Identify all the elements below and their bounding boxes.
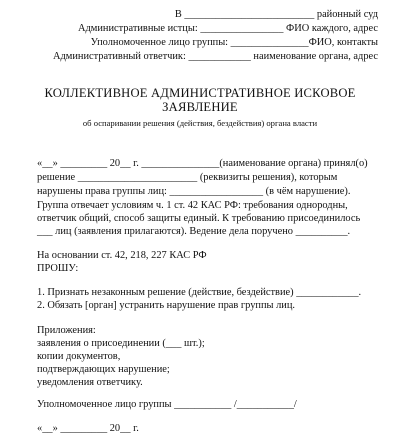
legal-basis: На основании ст. 42, 218, 227 КАС РФ [37, 250, 207, 261]
document-title-line-1: КОЛЛЕКТИВНОЕ АДМИНИСТРАТИВНОЕ ИСКОВОЕ [44, 86, 356, 100]
representative-line: Уполномоченное лицо группы: _______________ФИО, контакты [90, 37, 378, 48]
document-title-line-2: ЗАЯВЛЕНИЕ [162, 100, 238, 114]
body-line: решение _______________________ (реквизиты решения), которым [37, 172, 338, 183]
request-item: 1. Признать незаконным решение (действие, бездействие) ____________. [37, 287, 362, 298]
signature-line: Уполномоченное лицо группы ___________ /___________/ [37, 399, 297, 410]
body-line: нарушены права группы лиц: __________________ (в чём нарушение). [37, 186, 351, 197]
plaintiffs-line: Административные истцы: ________________ ФИО каждого, адрес [77, 23, 378, 34]
attachment-item: заявления о присоединении (___ шт.); [37, 338, 205, 349]
attachment-item: уведомления ответчику. [37, 377, 143, 388]
body-line: ___ лиц (заявления прилагаются). Ведение дела поручено __________. [37, 226, 351, 237]
attachments-heading: Приложения: [37, 325, 96, 336]
date-line: «__» _________ 20__ г. [37, 423, 139, 434]
court-line: В _________________________ районный суд [174, 9, 378, 20]
body-line: «__» _________ 20__ г. _______________(наименование органа) принял(о) [37, 158, 368, 169]
request-item: 2. Обязать [орган] устранить нарушение прав группы лиц. [37, 300, 296, 311]
document-subtitle: об оспаривании решения (действия, бездействия) органа власти [82, 118, 318, 128]
defendant-line: Административный ответчик: ____________ наименование органа, адрес [52, 51, 378, 62]
attachment-item: подтверждающих нарушение; [37, 364, 170, 375]
body-line: Группа отвечает условиям ч. 1 ст. 42 КАС РФ: требования однородны, [37, 200, 348, 211]
body-line: ответчик общий, способ защиты единый. К требованию присоединилось [37, 213, 361, 224]
request-heading: ПРОШУ: [37, 263, 79, 274]
attachment-item: копии документов, [37, 351, 121, 362]
